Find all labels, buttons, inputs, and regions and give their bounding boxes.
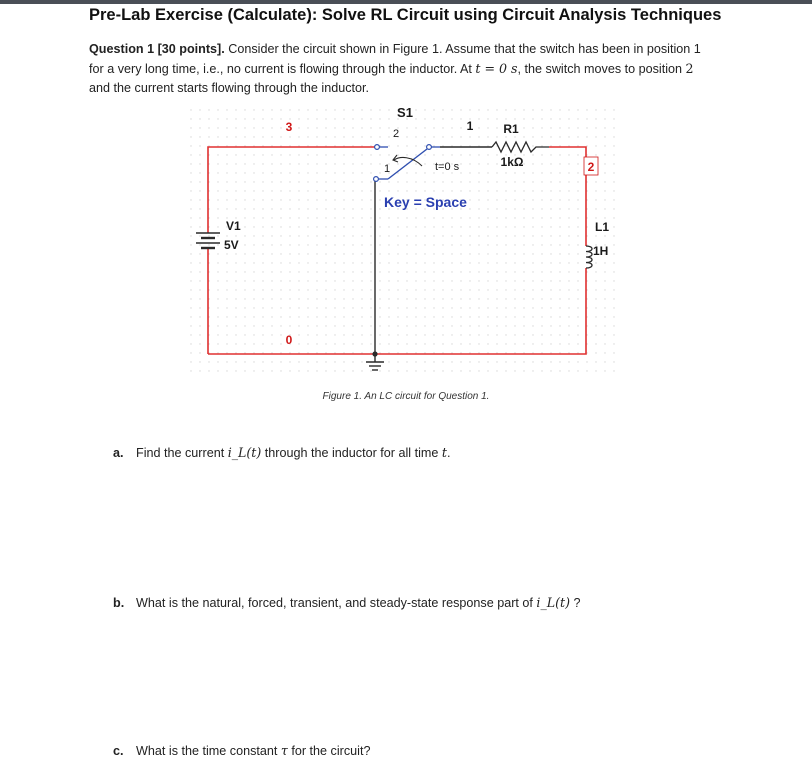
- figure-caption: Figure 1. An LC circuit for Question 1.: [322, 391, 490, 402]
- part-a: [113, 445, 450, 460]
- part-c-math: τ: [280, 743, 288, 758]
- source-value-label: 5V: [224, 238, 239, 252]
- switch-pos-2-label: 2: [392, 128, 400, 140]
- switch-pos-1-right-label: 1: [466, 119, 474, 133]
- source-name-label: V1: [226, 219, 241, 233]
- math-t-equals-0: t = 0 s: [475, 61, 518, 76]
- part-b-end: ?: [570, 596, 581, 610]
- part-a-label: a.: [113, 446, 124, 460]
- inductor-name-label: L1: [595, 220, 610, 234]
- grid-background: [190, 108, 615, 375]
- part-b-label: b.: [113, 596, 125, 610]
- part-a-end: .: [446, 446, 451, 460]
- ground-junction-dot: [372, 351, 377, 356]
- part-b-text: What is the natural, forced, transient, and steady-state response part of: [136, 596, 537, 610]
- switch-time-label: t=0 s: [435, 161, 460, 173]
- question-1-text-3: and the current starts flowing through the inductor.: [89, 81, 370, 95]
- inductor-value-label: 1H: [593, 244, 609, 258]
- part-c-end: for the circuit?: [287, 744, 371, 758]
- net-0-label: 0: [285, 333, 293, 347]
- part-a-math: i_L(t): [227, 445, 262, 460]
- part-b: [113, 595, 581, 610]
- part-a-text: Find the current: [136, 446, 228, 460]
- question-1-text-2: , the switch moves to position: [517, 62, 686, 76]
- part-a-text-2: through the inductor for all time: [261, 446, 442, 460]
- net-3-label: 3: [285, 120, 293, 134]
- part-b-math: i_L(t): [536, 595, 570, 610]
- part-c-text: What is the time constant: [136, 744, 281, 758]
- question-1-text: [89, 40, 709, 98]
- question-1-label: Question 1 [30 points].: [89, 42, 225, 56]
- part-a-t: t: [441, 445, 447, 460]
- top-bar: [0, 0, 812, 4]
- resistor-value-label: 1kΩ: [500, 155, 524, 169]
- part-c: [113, 743, 370, 758]
- page-title: Pre-Lab Exercise (Calculate): Solve RL Circuit using Circuit Analysis Techniques: [89, 6, 722, 24]
- circuit-diagram: [190, 100, 620, 375]
- switch-name-label: S1: [397, 105, 413, 120]
- key-label: Key = Space: [384, 194, 467, 210]
- part-c-label: c.: [113, 744, 124, 758]
- question-1-text-1: Consider the circuit shown in Figure 1. Assume that the switch has been in position 1 for a very long time, i.e., no current is flowing through the inductor. At: [89, 42, 701, 76]
- switch-pos-1-left-label: 1: [383, 163, 391, 175]
- resistor-name-label: R1: [503, 122, 519, 136]
- position-2-value: 2: [685, 61, 694, 76]
- net-2-label: 2: [587, 160, 595, 174]
